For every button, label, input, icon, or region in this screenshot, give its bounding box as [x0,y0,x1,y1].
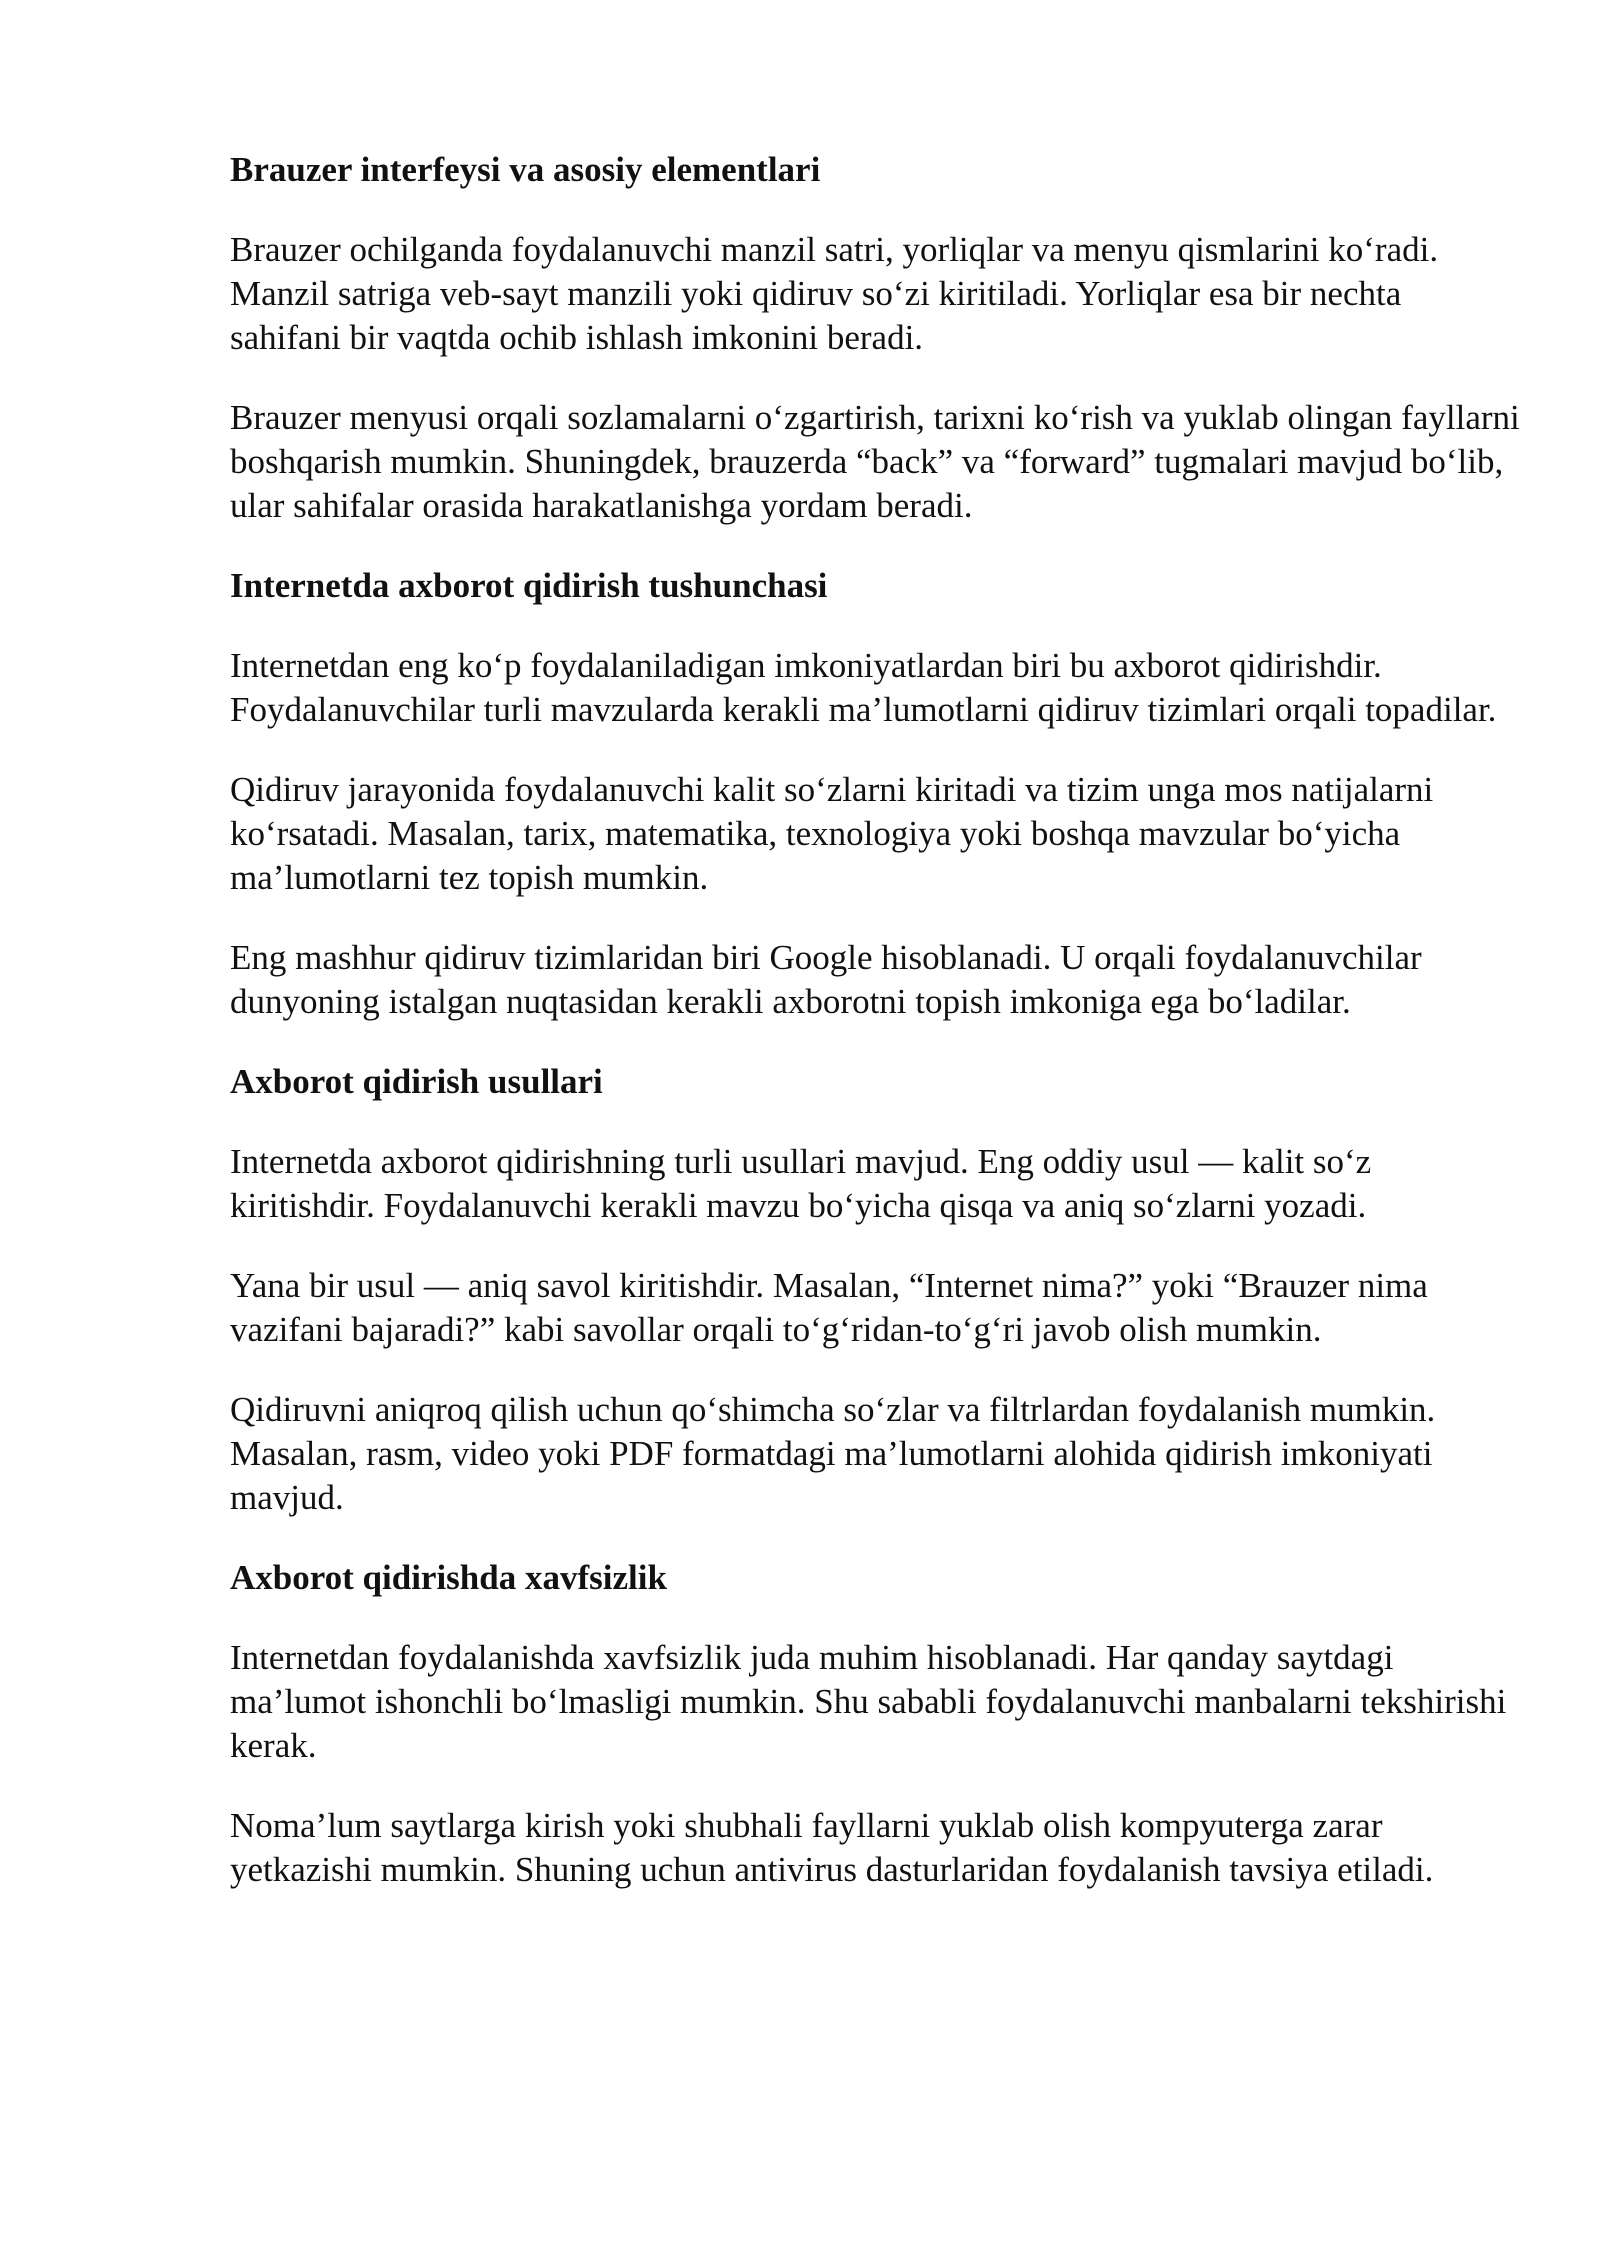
paragraph: Yana bir usul — aniq savol kiritishdir. Masalan, “Internet nima?” yoki “Brauzer nima vazifani bajaradi?” kabi savollar orqali to‘g‘ridan-to‘g‘ri javob olish mumkin. [230,1266,1428,1349]
section-heading: Axborot qidirish usullari [230,1062,603,1101]
document-page [230,148,1520,1928]
section-browser-interface [230,148,1520,528]
paragraph: Brauzer ochilganda foydalanuvchi manzil satri, yorliqlar va menyu qismlarini ko‘radi. Manzil satriga veb-sayt manzili yoki qidiruv so‘zi kiritiladi. Yorliqlar esa bir nechta sahifani bir vaqtda ochib ishlash imkonini beradi. [230,230,1439,357]
paragraph: Noma’lum saytlarga kirish yoki shubhali fayllarni yuklab olish kompyuterga zarar yetkazishi mumkin. Shuning uchun antivirus dasturlaridan foydalanish tavsiya etiladi. [230,1806,1434,1889]
paragraph: Internetda axborot qidirishning turli usullari mavjud. Eng oddiy usul — kalit so‘z kiritishdir. Foydalanuvchi kerakli mavzu bo‘yicha qisqa va aniq so‘zlarni yozadi. [230,1142,1372,1225]
section-heading: Internetda axborot qidirish tushunchasi [230,566,828,605]
section-search-safety [230,1556,1520,1892]
section-heading: Axborot qidirishda xavfsizlik [230,1558,667,1597]
section-information-search-concept [230,564,1520,1024]
paragraph: Qidiruvni aniqroq qilish uchun qo‘shimcha so‘zlar va filtrlardan foydalanish mumkin. Masalan, rasm, video yoki PDF formatdagi ma’lumotlarni alohida qidirish imkoniyati mavjud. [230,1390,1436,1517]
section-heading: Brauzer interfeysi va asosiy elementlari [230,150,821,189]
paragraph: Internetdan eng ko‘p foydalaniladigan imkoniyatlardan biri bu axborot qidirishdir. Foydalanuvchilar turli mavzularda kerakli ma’lumotlarni qidiruv tizimlari orqali topadilar. [230,646,1497,729]
paragraph: Internetdan foydalanishda xavfsizlik juda muhim hisoblanadi. Har qanday saytdagi ma’lumot ishonchli bo‘lmasligi mumkin. Shu sababli foydalanuvchi manbalarni tekshirishi kerak. [230,1638,1507,1765]
section-search-methods [230,1060,1520,1520]
paragraph: Eng mashhur qidiruv tizimlaridan biri Google hisoblanadi. U orqali foydalanuvchilar dunyoning istalgan nuqtasidan kerakli axborotni topish imkoniga ega bo‘ladilar. [230,938,1422,1021]
paragraph: Qidiruv jarayonida foydalanuvchi kalit so‘zlarni kiritadi va tizim unga mos natijalarni ko‘rsatadi. Masalan, tarix, matematika, texnologiya yoki boshqa mavzular bo‘yicha ma’lumotlarni tez topish mumkin. [230,770,1434,897]
paragraph: Brauzer menyusi orqali sozlamalarni o‘zgartirish, tarixni ko‘rish va yuklab olingan fayllarni boshqarish mumkin. Shuningdek, brauzerda “back” va “forward” tugmalari mavjud bo‘lib, ular sahifalar orasida harakatlanishga yordam beradi. [230,398,1520,525]
